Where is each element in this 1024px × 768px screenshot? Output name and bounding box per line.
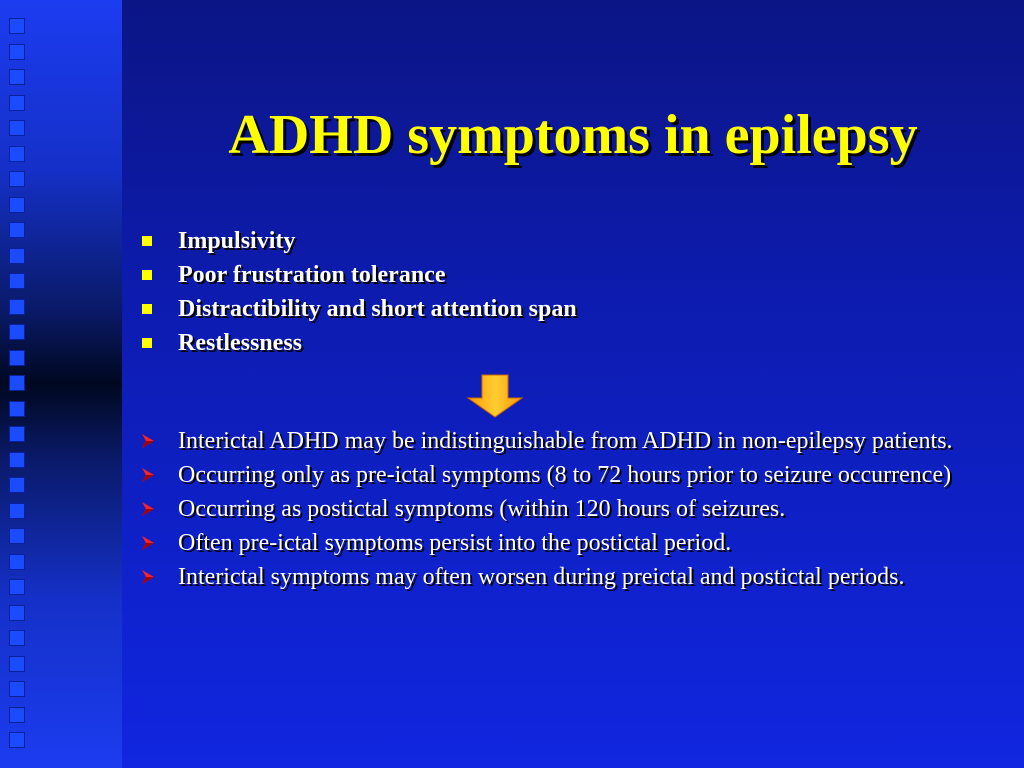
list-item	[140, 224, 1000, 258]
side-square-column	[9, 18, 25, 758]
list-item	[140, 462, 980, 488]
decorative-square-icon	[9, 605, 25, 621]
side-decoration-strip	[0, 0, 122, 768]
decorative-square-icon	[9, 222, 25, 238]
symptom-label: Distractibility and short attention span	[178, 296, 577, 322]
decorative-square-icon	[9, 732, 25, 748]
note-text: Often pre-ictal symptoms persist into the postictal period.	[178, 530, 732, 556]
down-arrow-icon	[466, 374, 524, 418]
list-item	[140, 496, 980, 522]
decorative-square-icon	[9, 401, 25, 417]
decorative-square-icon	[9, 273, 25, 289]
decorative-square-icon	[9, 299, 25, 315]
decorative-square-icon	[9, 350, 25, 366]
chevron-arrow-icon	[140, 534, 156, 552]
note-text: Occurring only as pre-ictal symptoms (8 to 72 hours prior to seizure occurrence)	[178, 462, 952, 488]
list-item	[140, 530, 980, 556]
decorative-square-icon	[9, 579, 25, 595]
decorative-square-icon	[9, 69, 25, 85]
slide-title: ADHD symptoms in epilepsy	[228, 104, 918, 166]
decorative-square-icon	[9, 120, 25, 136]
decorative-square-icon	[9, 44, 25, 60]
decorative-square-icon	[9, 426, 25, 442]
decorative-square-icon	[9, 554, 25, 570]
decorative-square-icon	[9, 681, 25, 697]
note-text: Interictal ADHD may be indistinguishable from ADHD in non-epilepsy patients.	[178, 428, 953, 454]
symptom-label: Poor frustration tolerance	[178, 262, 446, 288]
decorative-square-icon	[9, 477, 25, 493]
list-item	[140, 326, 1000, 360]
symptom-label: Restlessness	[178, 330, 302, 356]
note-text: Interictal symptoms may often worsen during preictal and postictal periods.	[178, 564, 905, 590]
decorative-square-icon	[9, 630, 25, 646]
decorative-square-icon	[9, 656, 25, 672]
notes-list	[140, 428, 980, 598]
square-bullet-icon	[142, 304, 152, 314]
square-bullet-icon	[142, 236, 152, 246]
list-item	[140, 258, 1000, 292]
decorative-square-icon	[9, 197, 25, 213]
decorative-square-icon	[9, 707, 25, 723]
chevron-arrow-icon	[140, 500, 156, 518]
symptom-list	[140, 224, 1000, 360]
square-bullet-icon	[142, 270, 152, 280]
symptom-label: Impulsivity	[178, 228, 296, 254]
decorative-square-icon	[9, 375, 25, 391]
chevron-arrow-icon	[140, 432, 156, 450]
decorative-square-icon	[9, 324, 25, 340]
square-bullet-icon	[142, 338, 152, 348]
list-item	[140, 428, 980, 454]
list-item	[140, 564, 980, 590]
decorative-square-icon	[9, 248, 25, 264]
decorative-square-icon	[9, 171, 25, 187]
note-text: Occurring as postictal symptoms (within 120 hours of seizures.	[178, 496, 786, 522]
decorative-square-icon	[9, 95, 25, 111]
list-item	[140, 292, 1000, 326]
chevron-arrow-icon	[140, 466, 156, 484]
decorative-square-icon	[9, 503, 25, 519]
decorative-square-icon	[9, 18, 25, 34]
decorative-square-icon	[9, 528, 25, 544]
decorative-square-icon	[9, 146, 25, 162]
decorative-square-icon	[9, 452, 25, 468]
chevron-arrow-icon	[140, 568, 156, 586]
